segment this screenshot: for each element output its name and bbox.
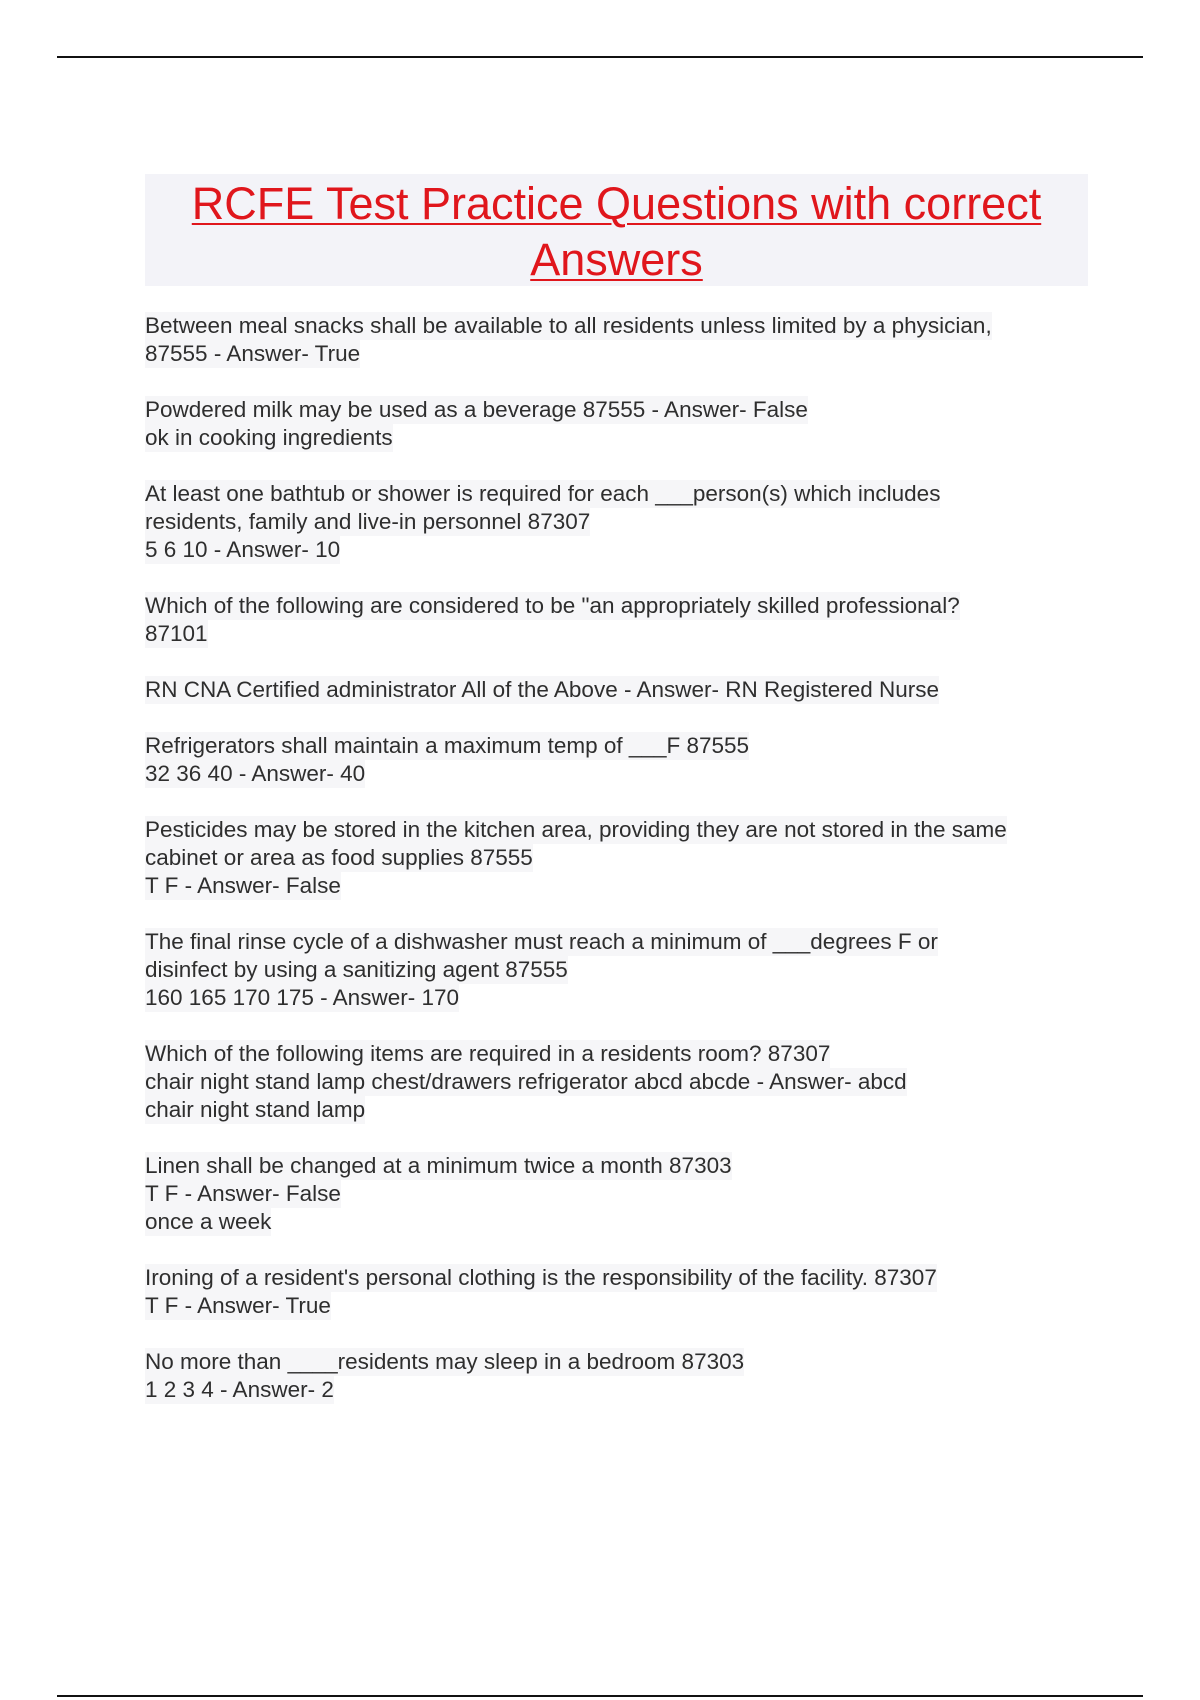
question-text-line: Linen shall be changed at a minimum twice a month 87303 (145, 1153, 732, 1178)
question-text-line: chair night stand lamp (145, 1097, 366, 1122)
question-item (145, 732, 1105, 788)
question-item (145, 1040, 1105, 1124)
question-text-line: 160 165 170 175 - Answer- 170 (145, 985, 459, 1010)
question-text-line: 87101 (145, 621, 208, 646)
question-item (145, 928, 1105, 1012)
question-text-line: residents, family and live-in personnel 87307 (145, 509, 591, 534)
question-text-line: T F - Answer- False (145, 873, 341, 898)
question-text-line: 5 6 10 - Answer- 10 (145, 537, 341, 562)
question-item (145, 480, 1105, 564)
question-item (145, 676, 1105, 704)
question-text-line: RN CNA Certified administrator All of the Above - Answer- RN Registered Nurse (145, 677, 940, 702)
header-rule (57, 56, 1143, 58)
question-text-line: Powdered milk may be used as a beverage 87555 - Answer- False (145, 397, 808, 422)
question-item (145, 312, 1105, 368)
question-text-line: cabinet or area as food supplies 87555 (145, 845, 533, 870)
question-text-line: The final rinse cycle of a dishwasher must reach a minimum of ___degrees F or (145, 929, 938, 954)
footer-rule (57, 1695, 1143, 1697)
question-item (145, 1152, 1105, 1236)
question-text-line: chair night stand lamp chest/drawers refrigerator abcd abcde - Answer- abcd (145, 1069, 907, 1094)
question-text-line: No more than ____residents may sleep in a bedroom 87303 (145, 1349, 745, 1374)
question-text-line: ok in cooking ingredients (145, 425, 393, 450)
question-text-line: Which of the following items are required in a residents room? 87307 (145, 1041, 831, 1066)
question-item (145, 816, 1105, 900)
title-line-1: RCFE Test Practice Questions with correct (191, 178, 1042, 229)
question-text-line: Pesticides may be stored in the kitchen area, providing they are not stored in the same (145, 817, 1007, 842)
question-item (145, 1264, 1105, 1320)
question-text-line: Ironing of a resident's personal clothing is the responsibility of the facility. 87307 (145, 1265, 937, 1290)
question-text-line: 32 36 40 - Answer- 40 (145, 761, 366, 786)
question-text-line: 1 2 3 4 - Answer- 2 (145, 1377, 334, 1402)
question-list (145, 312, 1105, 1432)
question-text-line: Which of the following are considered to be "an appropriately skilled professional? (145, 593, 960, 618)
question-text-line: Between meal snacks shall be available to all residents unless limited by a physician, (145, 313, 992, 338)
question-text-line: T F - Answer- True (145, 1293, 331, 1318)
question-item (145, 592, 1105, 648)
question-item (145, 1348, 1105, 1404)
question-item (145, 396, 1105, 452)
question-text-line: once a week (145, 1209, 272, 1234)
title-block (145, 174, 1088, 286)
question-text-line: Refrigerators shall maintain a maximum temp of ___F 87555 (145, 733, 750, 758)
question-text-line: 87555 - Answer- True (145, 341, 361, 366)
question-text-line: At least one bathtub or shower is required for each ___person(s) which includes (145, 481, 941, 506)
title-line-2: Answers (530, 234, 703, 285)
question-text-line: T F - Answer- False (145, 1181, 341, 1206)
document-title (145, 174, 1088, 288)
question-text-line: disinfect by using a sanitizing agent 87555 (145, 957, 568, 982)
